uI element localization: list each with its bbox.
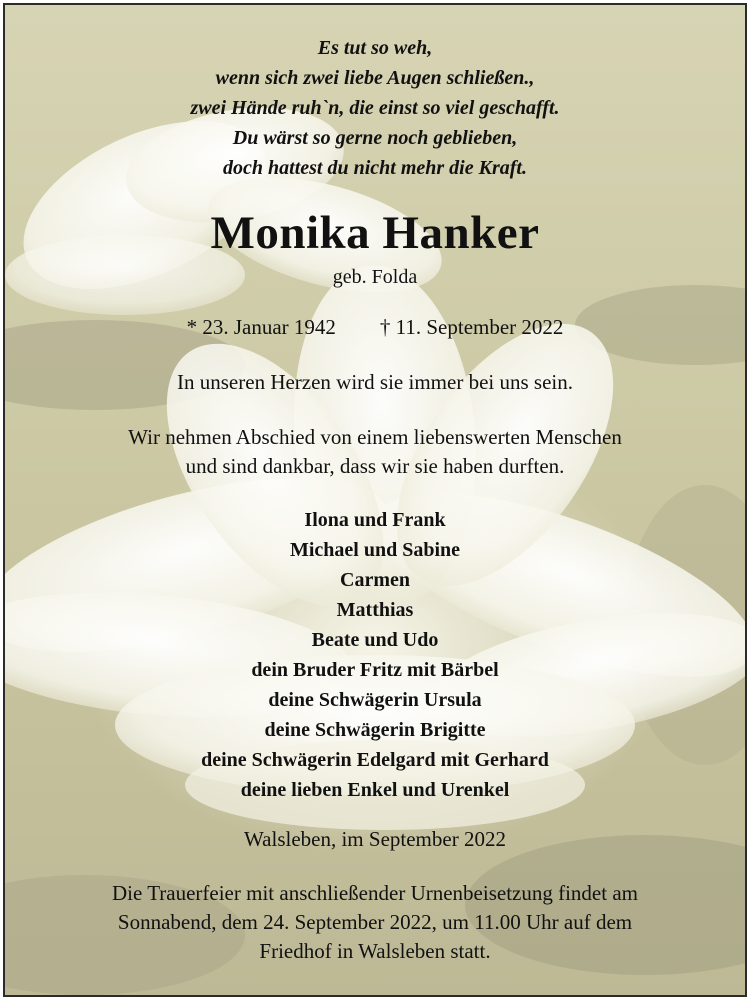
obituary-frame <box>3 3 747 997</box>
motto: In unseren Herzen wird sie immer bei uns sein. <box>177 370 573 394</box>
poem-line: zwei Hände ruh`n, die einst so viel geschafft. <box>190 97 560 119</box>
poem-line: wenn sich zwei liebe Augen schließen., <box>215 67 535 89</box>
maiden-name: geb. Folda <box>332 266 418 288</box>
mourner: deine Schwägerin Brigitte <box>264 719 486 741</box>
mourner: deine Schwägerin Ursula <box>268 689 482 711</box>
poem-line: Es tut so weh, <box>317 37 433 59</box>
poem <box>5 33 745 183</box>
place-date: Walsleben, im September 2022 <box>244 827 506 851</box>
funeral-notice <box>5 879 745 966</box>
mourner: dein Bruder Fritz mit Bärbel <box>251 659 499 681</box>
mourner: Beate und Udo <box>311 629 439 651</box>
mourners-list <box>5 505 745 805</box>
farewell-text <box>5 423 745 481</box>
funeral-line: Sonnabend, dem 24. September 2022, um 11.00 Uhr auf dem <box>117 910 633 934</box>
farewell-line: und sind dankbar, dass wir sie haben durften. <box>185 454 565 478</box>
mourner: Matthias <box>336 599 414 621</box>
funeral-line: Friedhof in Walsleben statt. <box>259 939 491 963</box>
birth-date: * 23. Januar 1942 <box>186 315 336 339</box>
mourner: deine Schwägerin Edelgard mit Gerhard <box>201 749 549 771</box>
poem-line: Du wärst so gerne noch geblieben, <box>232 127 518 149</box>
obituary-text <box>5 5 745 995</box>
mourner: deine lieben Enkel und Urenkel <box>240 779 510 801</box>
mourner: Carmen <box>340 569 410 591</box>
poem-line: doch hattest du nicht mehr die Kraft. <box>223 157 527 179</box>
mourner: Ilona und Frank <box>304 509 446 531</box>
deceased-name: Monika Hanker <box>210 207 540 259</box>
death-date: † 11. September 2022 <box>379 315 564 339</box>
mourner: Michael und Sabine <box>289 539 461 561</box>
funeral-line: Die Trauerfeier mit anschließender Urnenbeisetzung findet am <box>112 881 638 905</box>
life-dates <box>5 313 745 341</box>
farewell-line: Wir nehmen Abschied von einem liebenswerten Menschen <box>128 425 622 449</box>
